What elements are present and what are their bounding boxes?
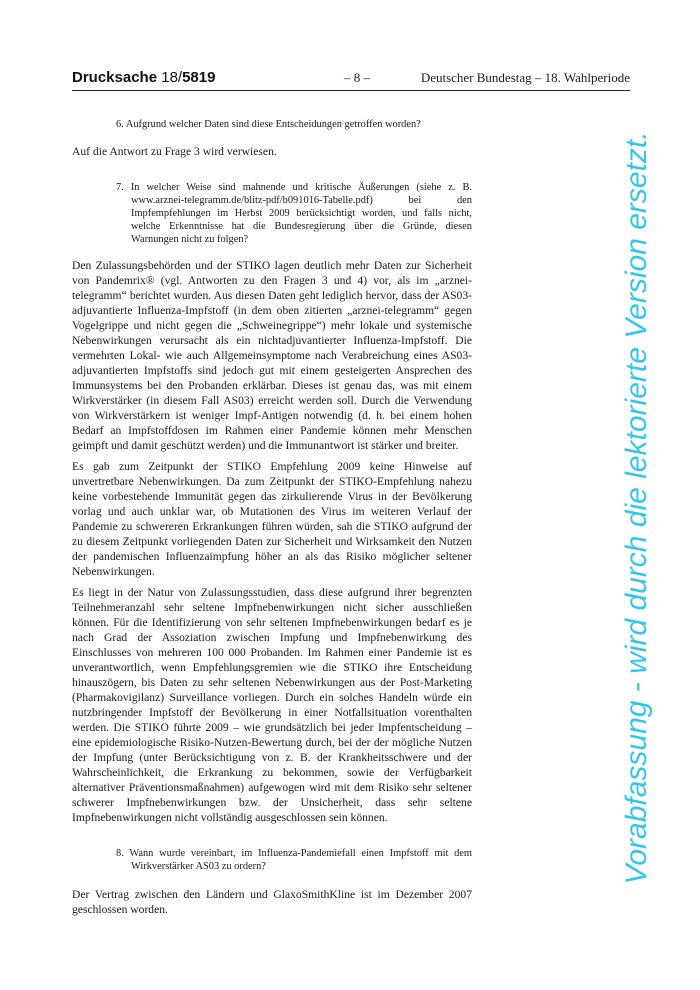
doc-number-part-a: 18/ [157,69,183,86]
answer-7-paragraph-1: Den Zulassungsbehörden und der STIKO lagen deutlich mehr Daten zur Sicherheit von Pandemrix® (vgl. Antworten zu den Fragen 3 und 4) vor, als im „arznei-telegramm“ berichtet wurden. Aus diesen Daten geht lediglich hervor, dass der AS03-adjuvantierte Influenza-Impfstoff (in dem oben zitierten „arznei-telegramm“ gegen Vogelgrippe und nicht gegen die „Schweinegrippe“) mehr lokale und systemische Nebenwirkungen verursacht als ein nichtadjuvantierter Influenza-Impfstoff. Die vermehrten Lokal- wie auch Allgemeinsymptome nach Verabreichung eines AS03-adjuvantierten Impfstoffs sind jedoch gut mit einem gesteigerten Ansprechen des Immunsystems bei den Probanden erklärbar. Dieses ist genau das, was mit einem Wirkverstärker (in diesem Fall AS03) erreicht werden soll. Durch die Verwendung von Wirkverstärkern ist weniger Impf-Antigen notwendig (d. h. bei einem hohen Bedarf an Impfstoffdosen im Rahmen einer Pandemie können mehr Menschen geimpft und damit geschützt werden) und die Immunantwort ist stärker und breiter. [72,259,472,452]
page-body [72,112,472,917]
parliament-period: Deutscher Bundestag – 18. Wahlperiode [420,70,630,85]
document-number [72,69,215,86]
draft-watermark [585,108,689,908]
page-header [72,66,630,91]
page-number: – 8 – [344,70,370,85]
answer-8: Der Vertrag zwischen den Ländern und GlaxoSmithKline ist im Dezember 2007 geschlossen worden. [72,888,472,916]
answer-7-paragraph-2: Es gab zum Zeitpunkt der STIKO Empfehlung 2009 keine Hinweise auf unvertretbare Nebenwirkungen. Da zum Zeitpunkt der STIKO-Empfehlung nahezu keine vorbestehende Immunität gegen das zirkulierende Virus in der Bevölkerung vorlag und auch unklar war, ob Mutationen des Virus im weiteren Verlauf der Pandemie zu schwereren Erkrankungen führen würden, sah die STIKO aufgrund der zu diesem Zeitpunkt vorliegenden Daten zur Sicherheit und Wirksamkeit den Nutzen der pandemischen Influenzaimpfung höher an als das Risiko möglicher seltener Nebenwirkungen. [72,460,472,578]
answer-7-paragraph-3: Es liegt in der Natur von Zulassungsstudien, dass diese aufgrund ihrer begrenzten Teilnehmeranzahl sehr seltene Impfnebenwirkungen nicht sicher ausschließen können. Für die Identifizierung von sehr seltenen Impfnebenwirkungen bedarf es je nach Grad der Assoziation zwischen Impfung und Impfnebenwirkung des Einschlusses von mehreren 100 000 Probanden. Im Rahmen einer Pandemie ist es unverantwortlich, wenn Empfehlungsgremien wie die STIKO ihre Entscheidung hinauszögern, bis Daten zu sehr seltenen Nebenwirkungen aus der Post-Marketing (Pharmakovigilanz) Surveillance vorliegen. Durch ein solches Handeln würde ein nutzbringender Impfstoff der Bevölkerung in einer Notfallsituation vorenthalten werden. Die STIKO führte 2009 – wie grundsätzlich bei jeder Impfentscheidung – eine epidemiologische Risiko-Nutzen-Bewertung durch, bei der der mögliche Nutzen der Impfung (unter Berücksichtigung von z. B. der Krankheitsschwere und der Wahrscheinlichkeit, die Erkrankung zu bekommen, sowie der Verfügbarkeit alternativer Präventionsmaßnahmen) aufgewogen wird mit dem Risiko sehr seltener schwerer Impfnebenwirkungen bzw. der Unsicherheit, dass sehr seltene Impfnebenwirkungen nicht vollständig ausgeschlossen sein können. [72,586,472,824]
question-7: 7. In welcher Weise sind mahnende und kritische Äußerungen (siehe z. B. www.arznei-telegramm.de/blitz-pdf/b091016-Tabelle.pdf) bei den Impfempfehlungen im Herbst 2009 berücksichtigt worden, und falls nicht, welche Erkenntnisse hat die Bundesregierung über die Gründe, diesen Warnungen nicht zu folgen? [116,182,472,245]
answer-6: Auf die Antwort zu Frage 3 wird verwiesen. [72,145,277,158]
doc-prefix: Drucksache [72,69,158,86]
watermark-text: Vorabfassung - wird durch die lektorierte Version ersetzt. [620,131,653,885]
question-6: 6. Aufgrund welcher Daten sind diese Entscheidungen getroffen worden? [116,119,421,130]
doc-number-part-b: 5819 [182,69,216,86]
question-8: 8. Wann wurde vereinbart, im Influenza-Pandemiefall einen Impfstoff mit dem Wirkverstärker AS03 zu ordern? [116,848,472,872]
